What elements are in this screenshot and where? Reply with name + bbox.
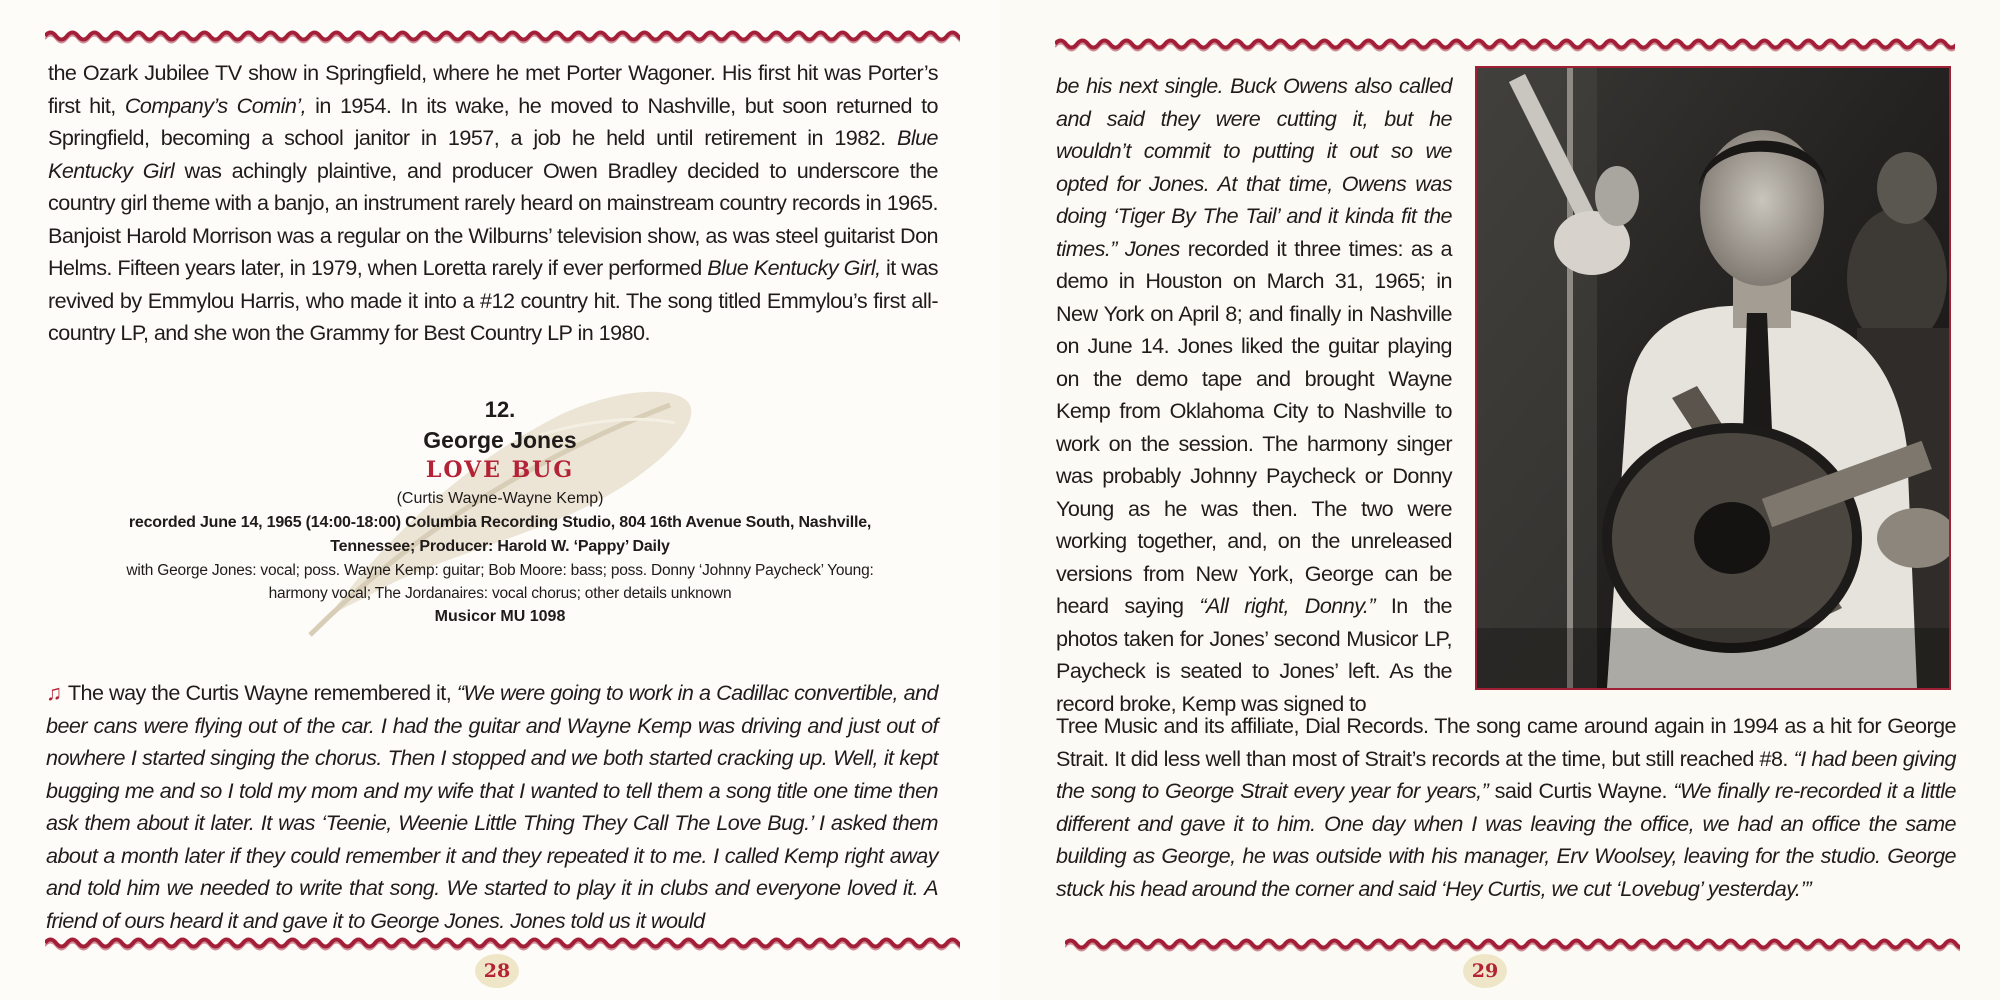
track-personnel-line1: with George Jones: vocal; poss. Wayne Kemp: guitar; Bob Moore: bass; poss. Donny ‘Johnny Paycheck’ Young: bbox=[126, 562, 874, 579]
photo-illustration bbox=[1477, 68, 1949, 688]
paragraph-story bbox=[46, 677, 938, 937]
text-span bbox=[1117, 236, 1125, 261]
text-span: in 1954. In its wake, he moved to Nashville, but soon returned to Springfield, becoming a school janitor in 1957, a job he held until retirement in 1982. bbox=[48, 92, 939, 150]
wave-border-ornament bbox=[1065, 936, 1960, 952]
george-jones-photo bbox=[1475, 66, 1951, 690]
paragraph-story-text bbox=[46, 680, 938, 933]
bottom-wave-border bbox=[1065, 936, 1960, 952]
text-span: said Curtis Wayne. bbox=[1488, 778, 1674, 803]
text-span: it was revived by Emmylou Harris, who made it into a #12 country hit. The song titled Emmylou’s first all-country LP, and she won the Grammy for Best Country LP in 1980. bbox=[48, 255, 938, 345]
italic-text-span: “We finally re-recorded it a little different and gave it to him. One day when I was leaving the office, we had an office the same building as George, he was outside with his manager, Erv Woolsey, leaving for the studio. George stuck his head around the corner and said ‘Hey Curtis, we cut ‘Lovebug’ yesterday.’” bbox=[1056, 778, 1956, 901]
track-writers: (Curtis Wayne-Wayne Kemp) bbox=[396, 490, 604, 507]
paragraph-side bbox=[1056, 70, 1452, 720]
page-number-badge: 28 bbox=[475, 954, 519, 988]
italic-text-span: Jones bbox=[1124, 235, 1180, 261]
track-artist: George Jones bbox=[423, 427, 577, 453]
page-number-badge: 29 bbox=[1463, 954, 1507, 988]
track-recording-info-line1: recorded June 14, 1965 (14:00-18:00) Columbia Recording Studio, 804 16th Avenue South, Nashville, bbox=[128, 514, 872, 531]
text-span: The way the Curtis Wayne remembered it, bbox=[67, 680, 457, 705]
text-span: was achingly plaintive, and producer Owen Bradley decided to underscore the country girl theme with a banjo, an instrument rarely heard on mainstream country records in 1965. Banjoist Harold Morrison was a regular on the Wilburns’ television show, as was steel guitarist Don Helms. Fifteen years later, in 1979, when Loretta rarely if ever performed bbox=[48, 157, 938, 280]
italic-text-span: be his next single. Buck Owens also called and said they were cutting it, but he wouldn’t commit to putting it out so we opted for Jones. At that time, Owens was doing ‘Tiger By The Tail’ and it kinda fit the times.” bbox=[1056, 73, 1452, 261]
track-recording-info-line2: Tennessee; Producer: Harold W. ‘Pappy’ Daily bbox=[330, 538, 670, 555]
paragraph-intro bbox=[48, 57, 938, 350]
track-release-label: Musicor MU 1098 bbox=[434, 608, 566, 625]
text-span: Tree Music and its affiliate, Dial Records. The song came around again in 1994 as a hit for George Strait. It did less well than most of Strait’s records at the time, but still reached #8. bbox=[1056, 713, 1956, 771]
text-span: recorded it three times: as a demo in Houston on March 31, 1965; in New York on April 8; and finally in Nashville on June 14. Jones liked the guitar playing on the demo tape and brought Wayne Kemp from Oklahoma City to Nashville to work on the session. The harmony singer was probably Johnny Paycheck or Donny Young as he was then. The two were working together, and, on the unreleased versions from New York, George can be heard saying bbox=[1056, 235, 1452, 618]
italic-text-span: Blue Kentucky Girl bbox=[48, 125, 938, 183]
track-number: 12. bbox=[484, 397, 516, 422]
top-wave-border bbox=[45, 28, 960, 44]
italic-text-span: “I had been giving the song to George Strait every year for years,” bbox=[1056, 745, 1956, 803]
paragraph-conclusion bbox=[1056, 710, 1956, 905]
italic-text-span: “All right, Donny.” bbox=[1199, 593, 1375, 618]
top-wave-border bbox=[1055, 36, 1955, 52]
bottom-wave-border bbox=[45, 935, 960, 951]
track-title: LOVE BUG bbox=[425, 457, 575, 483]
italic-text-span: Blue Kentucky Girl, bbox=[707, 255, 881, 280]
text-span: In the photos taken for Jones’ second Musicor LP, Paycheck is seated to Jones’ left. As the record broke, Kemp was signed to bbox=[1056, 593, 1452, 716]
italic-text-span: Company’s Comin’, bbox=[124, 92, 307, 118]
right-page bbox=[1000, 0, 2000, 1000]
wave-border-ornament bbox=[45, 935, 960, 951]
italic-text-span: “We were going to work in a Cadillac convertible, and beer cans were flying out of the car. I had the guitar and Wayne Kemp was driving and just out of nowhere I started singing the chorus. Then I stopped and we both started cracking up. Well, it kept bugging me and so I told my mom and my wife that I wanted to tell them a song title one time then ask them about it later. It was ‘Teenie, Weenie Little Thing They Call The Love Bug.’ I asked them about a month later if they could remember it and they repeated it to me. I called Kemp right away and told him we needed to write that song. We started to play it in clubs and everyone loved it. A friend of ours heard it and gave it to George Jones. Jones told us it would bbox=[46, 680, 938, 933]
text-span: the Ozark Jubilee TV show in Springfield, where he met Porter Wagoner. His first hit was Porter’s first hit, bbox=[48, 60, 938, 118]
wave-border-ornament bbox=[1055, 36, 1955, 52]
wave-border-ornament bbox=[45, 28, 960, 44]
track-listing bbox=[40, 395, 960, 629]
musical-note-icon: ♫ bbox=[46, 680, 62, 705]
track-personnel-line2: harmony vocal; The Jordanaires: vocal chorus; other details unknown bbox=[268, 585, 732, 602]
